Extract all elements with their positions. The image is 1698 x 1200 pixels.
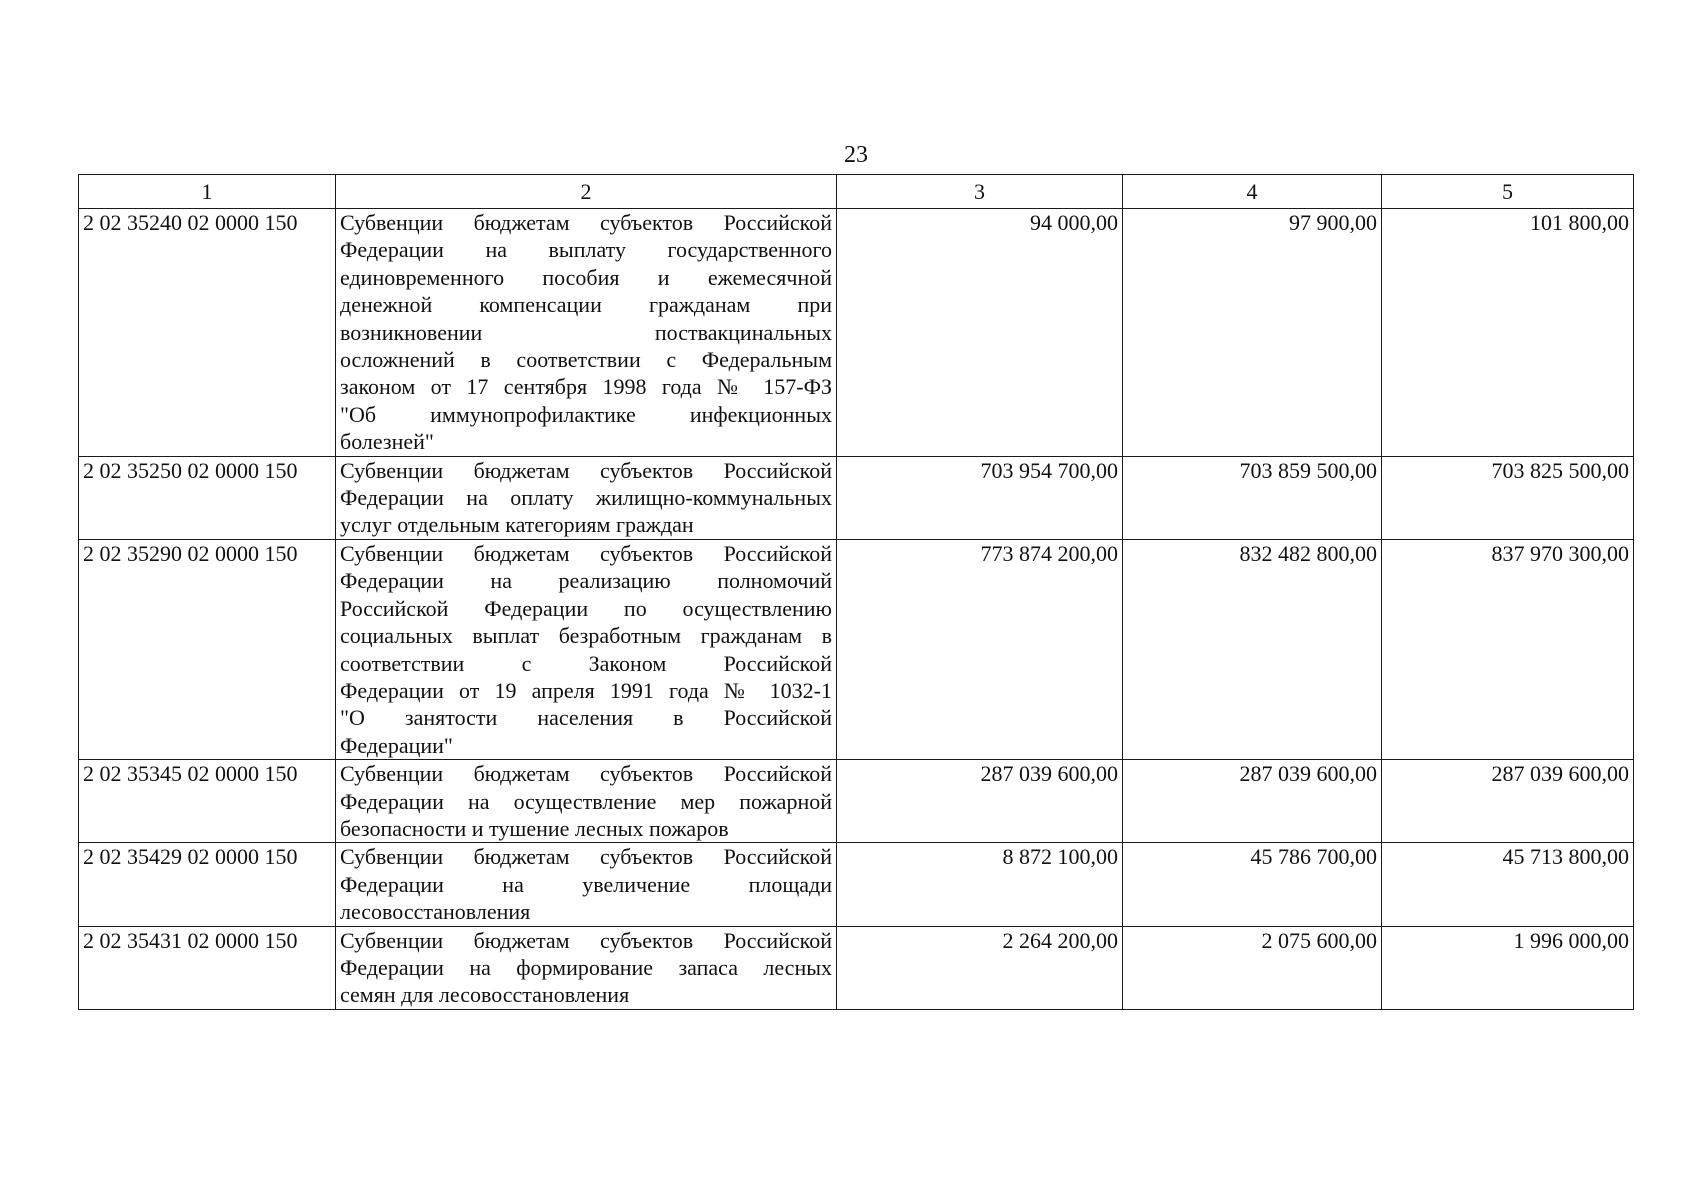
table-row: [79, 843, 1634, 926]
description-cell: [336, 926, 837, 1009]
amount-cell-4: 287 039 600,00: [1123, 760, 1382, 843]
description-line: осложнений в соответствии с Федеральным: [340, 347, 832, 373]
description-line: Субвенции бюджетам субъектов Российской: [340, 927, 832, 953]
description-line: денежной компенсации гражданам при: [340, 292, 832, 318]
description-line: Субвенции бюджетам субъектов Российской: [340, 844, 832, 870]
budget-code-cell: 2 02 35429 02 0000 150: [79, 843, 336, 926]
column-header-2: 2: [336, 175, 837, 209]
table-header-row: [79, 175, 1634, 209]
description-line: Федерации от 19 апреля 1991 года № 1032-1: [340, 677, 832, 703]
amount-cell-4: 2 075 600,00: [1123, 926, 1382, 1009]
amount-cell-3: 8 872 100,00: [837, 843, 1123, 926]
table-row: [79, 539, 1634, 759]
budget-code-cell: 2 02 35431 02 0000 150: [79, 926, 336, 1009]
description-line: возникновении поствакцинальных: [340, 319, 832, 345]
description-line: лесовосстановления: [340, 899, 531, 925]
budget-code-cell: 2 02 35290 02 0000 150: [79, 539, 336, 759]
description-line: Федерации на формирование запаса лесных: [340, 954, 832, 980]
description-line: Федерации на реализацию полномочий: [340, 568, 832, 594]
amount-cell-3: 94 000,00: [837, 209, 1123, 457]
description-line: Федерации на увеличение площади: [340, 871, 832, 897]
description-cell: [336, 456, 837, 539]
description-line: Федерации": [340, 732, 453, 758]
description-line: законом от 17 сентября 1998 года № 157-ФЗ: [340, 374, 832, 400]
column-header-4: 4: [1123, 175, 1382, 209]
amount-cell-4: 97 900,00: [1123, 209, 1382, 457]
budget-code-cell: 2 02 35345 02 0000 150: [79, 760, 336, 843]
description-line: Субвенции бюджетам субъектов Российской: [340, 210, 832, 235]
description-line: социальных выплат безработным гражданам в: [340, 623, 832, 649]
description-line: Субвенции бюджетам субъектов Российской: [340, 457, 832, 483]
budget-code-cell: 2 02 35240 02 0000 150: [79, 209, 336, 457]
page-number: 23: [844, 142, 868, 168]
description-cell: [336, 843, 837, 926]
amount-cell-3: 2 264 200,00: [837, 926, 1123, 1009]
description-line: "О занятости населения в Российской: [340, 705, 832, 731]
description-line: Федерации на оплату жилищно-коммунальных: [340, 485, 832, 511]
amount-cell-5: 287 039 600,00: [1382, 760, 1634, 843]
amount-cell-5: 101 800,00: [1382, 209, 1634, 457]
amount-cell-5: 837 970 300,00: [1382, 539, 1634, 759]
description-line: Субвенции бюджетам субъектов Российской: [340, 761, 832, 787]
column-header-1: 1: [79, 175, 336, 209]
description-line: Российской Федерации по осуществлению: [340, 595, 832, 621]
description-cell: [336, 209, 837, 457]
description-cell: [336, 539, 837, 759]
description-line: единовременного пособия и ежемесячной: [340, 264, 832, 290]
amount-cell-4: 45 786 700,00: [1123, 843, 1382, 926]
description-line: Федерации на выплату государственного: [340, 237, 832, 263]
description-line: Федерации на осуществление мер пожарной: [340, 788, 832, 814]
amount-cell-3: 773 874 200,00: [837, 539, 1123, 759]
table-row: [79, 456, 1634, 539]
column-header-3: 3: [837, 175, 1123, 209]
amount-cell-5: 1 996 000,00: [1382, 926, 1634, 1009]
description-line: соответствии с Законом Российской: [340, 650, 832, 676]
table-row: [79, 209, 1634, 457]
amount-cell-4: 832 482 800,00: [1123, 539, 1382, 759]
description-cell: [336, 760, 837, 843]
amount-cell-3: 703 954 700,00: [837, 456, 1123, 539]
table-row: [79, 760, 1634, 843]
column-header-5: 5: [1382, 175, 1634, 209]
budget-code-cell: 2 02 35250 02 0000 150: [79, 456, 336, 539]
description-line: болезней": [340, 429, 434, 455]
budget-table: [78, 174, 1634, 1010]
description-line: семян для лесовосстановления: [340, 982, 630, 1008]
amount-cell-4: 703 859 500,00: [1123, 456, 1382, 539]
description-line: Субвенции бюджетам субъектов Российской: [340, 540, 832, 566]
description-line: безопасности и тушение лесных пожаров: [340, 815, 729, 841]
description-line: услуг отдельным категориям граждан: [340, 512, 694, 538]
amount-cell-5: 703 825 500,00: [1382, 456, 1634, 539]
table-body: [79, 209, 1634, 1010]
table-row: [79, 926, 1634, 1009]
description-line: "Об иммунопрофилактике инфекционных: [340, 401, 832, 427]
amount-cell-5: 45 713 800,00: [1382, 843, 1634, 926]
amount-cell-3: 287 039 600,00: [837, 760, 1123, 843]
